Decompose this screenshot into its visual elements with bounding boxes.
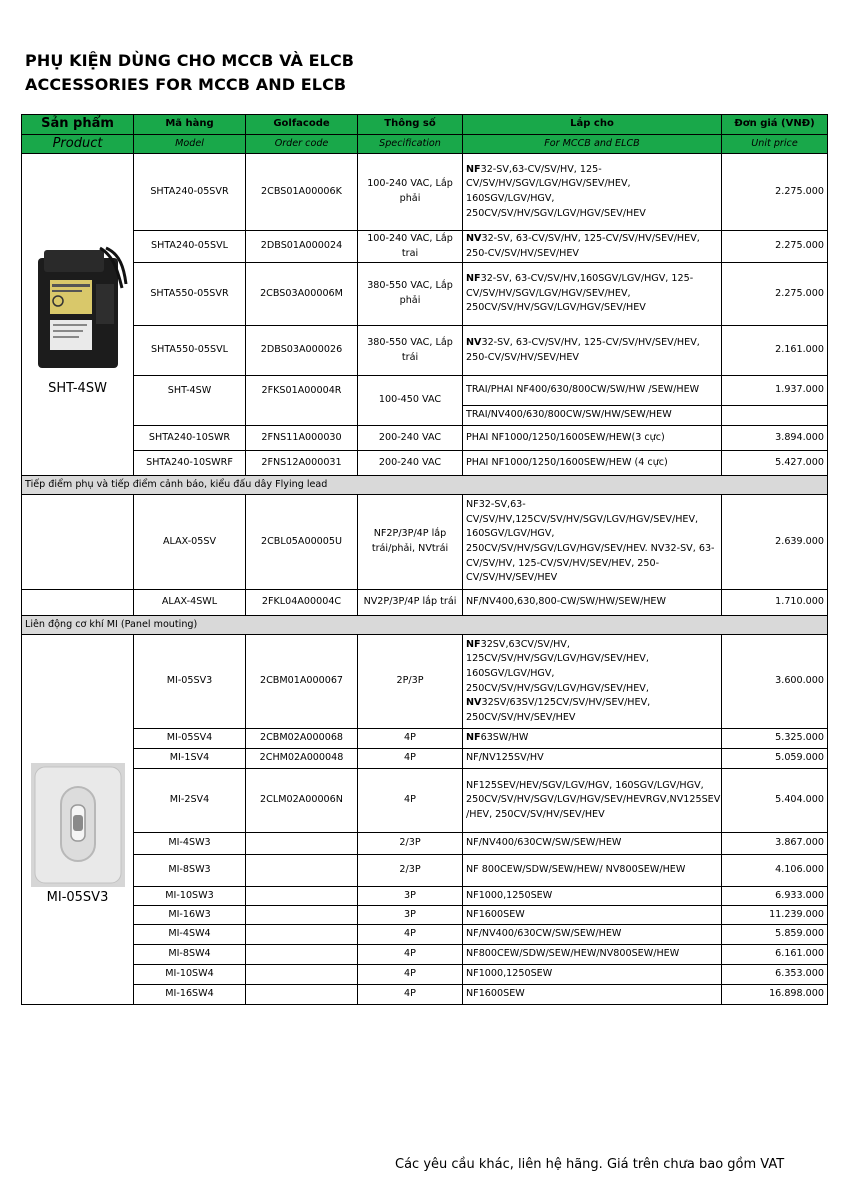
model-cell: SHTA240-05SVL (134, 231, 246, 263)
spec-cell: 200-240 VAC (358, 451, 463, 476)
shunt-trip-photo (28, 244, 128, 376)
for-cell: NF1000,1250SEW (463, 887, 722, 906)
spec-cell: NV2P/3P/4P lắp trái (358, 590, 463, 616)
product-cell-sht4sw (22, 154, 134, 476)
table-row (22, 495, 828, 590)
spec-cell: 100-450 VAC (358, 376, 463, 426)
for-cell: NF/NV400/630CW/SW/SEW/HEW (463, 925, 722, 945)
for-text: 63SW/HW (480, 732, 529, 744)
table-row (22, 154, 828, 231)
spec-cell: 4P (358, 729, 463, 749)
model-cell: MI-05SV3 (134, 635, 246, 729)
col-header-price: Đơn giá (VNĐ) (722, 115, 828, 135)
price-cell: 11.239.000 (722, 906, 828, 925)
section-label: Tiếp điểm phụ và tiếp điểm cảnh báo, kiểu đấu dây Flying lead (22, 476, 828, 495)
table-row (22, 945, 828, 965)
price-cell: 16.898.000 (722, 985, 828, 1005)
price-cell: 1.710.000 (722, 590, 828, 616)
order-code-cell (246, 855, 358, 887)
model-cell: SHT-4SW (134, 376, 246, 426)
for-prefix: NV (466, 232, 482, 244)
order-code-cell (246, 887, 358, 906)
section-row-flying-lead (22, 476, 828, 495)
order-code-cell: 2FKS01A00004R (246, 376, 358, 426)
price-cell: 5.427.000 (722, 451, 828, 476)
price-cell: 6.161.000 (722, 945, 828, 965)
for-cell: NF/NV400,630,800-CW/SW/HW/SEW/HEW (463, 590, 722, 616)
table-row (22, 925, 828, 945)
price-cell: 4.106.000 (722, 855, 828, 887)
page-title-en: ACCESSORIES FOR MCCB AND ELCB (25, 75, 347, 94)
spec-cell: 4P (358, 965, 463, 985)
model-cell: ALAX-05SV (134, 495, 246, 590)
price-cell: 6.353.000 (722, 965, 828, 985)
order-code-cell (246, 833, 358, 855)
section-label: Liên động cơ khí MI (Panel mouting) (22, 616, 828, 635)
order-code-cell (246, 906, 358, 925)
model-cell: MI-2SV4 (134, 769, 246, 833)
spec-cell: 4P (358, 769, 463, 833)
table-row (22, 887, 828, 906)
table-row (22, 263, 828, 326)
for-cell: NF125SEV/HEV/SGV/LGV/HGV, 160SGV/LGV/HGV, 250CV/SV/HV/SGV/LGV/HGV/SEV/HEVRGV,NV125SEV /HEV, 250CV/SV/HV/SEV/HEV (463, 769, 722, 833)
order-code-cell: 2CBM02A000068 (246, 729, 358, 749)
for-cell: NF800CEW/SDW/SEW/HEW/NV800SEW/HEW (463, 945, 722, 965)
price-cell (722, 406, 828, 426)
model-cell: MI-10SW4 (134, 965, 246, 985)
spec-cell: 100-240 VAC, Lắp phải (358, 154, 463, 231)
for-cell (463, 263, 722, 326)
col-header-code: Golfacode (246, 115, 358, 135)
for-text: 32SV,63CV/SV/HV, 125CV/SV/HV/SGV/LGV/HGV/SEV/HEV, 160SGV/LGV/HGV, 250CV/SV/HV/SGV/LGV/HGV/SEV/HEV, (466, 638, 649, 694)
price-cell: 3.600.000 (722, 635, 828, 729)
spec-cell: 100-240 VAC, Lắp trai (358, 231, 463, 263)
for-cell: TRAI/PHAI NF400/630/800CW/SW/HW /SEW/HEW (463, 376, 722, 406)
model-cell: MI-1SV4 (134, 749, 246, 769)
order-code-cell: 2DBS03A000026 (246, 326, 358, 376)
col-header-product: Sản phẩm (22, 115, 134, 135)
for-cell: TRAI/NV400/630/800CW/SW/HW/SEW/HEW (463, 406, 722, 426)
order-code-cell: 2DBS01A000024 (246, 231, 358, 263)
for-cell: PHAI NF1000/1250/1600SEW/HEW(3 cực) (463, 426, 722, 451)
model-cell: SHTA240-10SWRF (134, 451, 246, 476)
header-row-vi (22, 115, 828, 135)
for-prefix: NF (466, 163, 481, 175)
model-cell: SHTA550-05SVL (134, 326, 246, 376)
table-row (22, 376, 828, 406)
model-cell: MI-16W3 (134, 906, 246, 925)
for-text: 32-SV, 63-CV/SV/HV, 125-CV/SV/HV/SEV/HEV, 250-CV/SV/HV/SEV/HEV (466, 336, 700, 363)
table-row (22, 635, 828, 729)
price-cell: 2.275.000 (722, 263, 828, 326)
spec-cell: 380-550 VAC, Lắp trái (358, 326, 463, 376)
spec-cell: NF2P/3P/4P lắp trái/phải, NVtrái (358, 495, 463, 590)
order-code-cell (246, 945, 358, 965)
for-cell: NF1600SEW (463, 985, 722, 1005)
for-text: 32-SV, 63-CV/SV/HV, 125-CV/SV/HV/SEV/HEV, 250-CV/SV/HV/SEV/HEV (466, 232, 700, 259)
price-cell: 2.639.000 (722, 495, 828, 590)
for-text: 32-SV, 63-CV/SV/HV,160SGV/LGV/HGV, 125-CV/SV/HV/SGV/LGV/HGV/SEV/HEV, 250CV/SV/HV/SGV/LGV/HGV/SEV/HEV (466, 273, 694, 314)
for-cell: NF 800CEW/SDW/SEW/HEW/ NV800SEW/HEW (463, 855, 722, 887)
spec-cell: 380-550 VAC, Lắp phải (358, 263, 463, 326)
table-row (22, 749, 828, 769)
model-cell: MI-10SW3 (134, 887, 246, 906)
for-cell (463, 231, 722, 263)
for-prefix-2: NV (466, 697, 482, 709)
col-header-spec-en: Specification (358, 135, 463, 154)
table-row (22, 326, 828, 376)
spec-cell: 4P (358, 925, 463, 945)
for-cell: NF/NV125SV/HV (463, 749, 722, 769)
product-cell (22, 495, 134, 590)
for-prefix: NF (466, 273, 481, 285)
price-cell: 5.859.000 (722, 925, 828, 945)
for-prefix: NF (466, 638, 481, 650)
price-cell: 5.325.000 (722, 729, 828, 749)
product-cell-mi05sv3 (22, 635, 134, 1005)
col-header-product-en: Product (22, 135, 134, 154)
col-header-code-en: Order code (246, 135, 358, 154)
order-code-cell: 2CLM02A00006N (246, 769, 358, 833)
price-cell: 1.937.000 (722, 376, 828, 406)
table-row (22, 451, 828, 476)
order-code-cell: 2CHM02A000048 (246, 749, 358, 769)
model-cell: ALAX-4SWL (134, 590, 246, 616)
price-cell: 2.275.000 (722, 231, 828, 263)
model-cell: MI-05SV4 (134, 729, 246, 749)
product-cell (22, 590, 134, 616)
price-cell: 3.867.000 (722, 833, 828, 855)
table-row (22, 985, 828, 1005)
section-row-mi (22, 616, 828, 635)
spec-cell: 3P (358, 906, 463, 925)
for-prefix: NV (466, 336, 482, 348)
model-cell: MI-4SW3 (134, 833, 246, 855)
interlock-photo (31, 763, 125, 887)
order-code-cell (246, 985, 358, 1005)
col-header-for: Lắp cho (463, 115, 722, 135)
col-header-model-en: Model (134, 135, 246, 154)
order-code-cell: 2FKL04A00004C (246, 590, 358, 616)
for-cell (463, 729, 722, 749)
col-header-model: Mã hàng (134, 115, 246, 135)
col-header-for-en: For MCCB and ELCB (463, 135, 722, 154)
header-row-en (22, 135, 828, 154)
for-text: 32-SV,63-CV/SV/HV, 125-CV/SV/HV/SGV/LGV/HGV/SEV/HEV, 160SGV/LGV/HGV, 250CV/SV/HV/SGV/LGV/HGV/SEV/HEV (466, 163, 646, 219)
table-row (22, 729, 828, 749)
table-row (22, 590, 828, 616)
spec-cell: 200-240 VAC (358, 426, 463, 451)
table-row (22, 906, 828, 925)
for-cell: PHAI NF1000/1250/1600SEW/HEW (4 cực) (463, 451, 722, 476)
model-cell: SHTA550-05SVR (134, 263, 246, 326)
order-code-cell: 2FNS11A000030 (246, 426, 358, 451)
order-code-cell: 2FNS12A000031 (246, 451, 358, 476)
order-code-cell: 2CBS03A00006M (246, 263, 358, 326)
for-cell: NF1000,1250SEW (463, 965, 722, 985)
model-cell: MI-8SW4 (134, 945, 246, 965)
for-cell: NF32-SV,63-CV/SV/HV,125CV/SV/HV/SGV/LGV/HGV/SEV/HEV, 160SGV/LGV/HGV, 250CV/SV/HV/SGV/LGV/HGV/SEV/HEV. NV32-SV, 63-CV/SV/HV, 125-CV/SV/HV/SEV/HEV, 250-CV/SV/HV/SEV/HEV (463, 495, 722, 590)
for-prefix: NF (466, 732, 481, 744)
order-code-cell: 2CBM01A000067 (246, 635, 358, 729)
price-cell: 5.404.000 (722, 769, 828, 833)
product-label-sht4sw: SHT-4SW (48, 381, 107, 396)
model-cell: SHTA240-05SVR (134, 154, 246, 231)
model-cell: MI-4SW4 (134, 925, 246, 945)
model-cell: MI-8SW3 (134, 855, 246, 887)
for-cell (463, 326, 722, 376)
footer-note: Các yêu cầu khác, liên hệ hãng. Giá trên chưa bao gồm VAT (395, 1157, 785, 1172)
order-code-cell (246, 925, 358, 945)
table-row (22, 426, 828, 451)
for-cell (463, 154, 722, 231)
col-header-spec: Thông số (358, 115, 463, 135)
table-row (22, 231, 828, 263)
model-cell: SHTA240-10SWR (134, 426, 246, 451)
table-row (22, 965, 828, 985)
spec-cell: 4P (358, 985, 463, 1005)
spec-cell: 3P (358, 887, 463, 906)
spec-cell: 2/3P (358, 855, 463, 887)
order-code-cell (246, 965, 358, 985)
order-code-cell: 2CBL05A00005U (246, 495, 358, 590)
price-cell: 5.059.000 (722, 749, 828, 769)
table-row (22, 769, 828, 833)
table-row (22, 855, 828, 887)
for-cell (463, 635, 722, 729)
spec-cell: 2P/3P (358, 635, 463, 729)
for-text-2: 32SV/63SV/125CV/SV/HV/SEV/HEV, 250CV/SV/HV/SEV/HEV (466, 697, 651, 723)
for-cell: NF1600SEW (463, 906, 722, 925)
spec-cell: 2/3P (358, 833, 463, 855)
for-cell: NF/NV400/630CW/SW/SEW/HEW (463, 833, 722, 855)
price-cell: 2.161.000 (722, 326, 828, 376)
product-label-mi05sv3: MI-05SV3 (46, 890, 109, 905)
price-table (21, 114, 828, 1005)
price-cell: 3.894.000 (722, 426, 828, 451)
order-code-cell: 2CBS01A00006K (246, 154, 358, 231)
spec-cell: 4P (358, 945, 463, 965)
col-header-price-en: Unit price (722, 135, 828, 154)
model-cell: MI-16SW4 (134, 985, 246, 1005)
table-row (22, 833, 828, 855)
spec-cell: 4P (358, 749, 463, 769)
price-cell: 2.275.000 (722, 154, 828, 231)
page-title-vi: PHỤ KIỆN DÙNG CHO MCCB VÀ ELCB (25, 51, 355, 70)
price-cell: 6.933.000 (722, 887, 828, 906)
